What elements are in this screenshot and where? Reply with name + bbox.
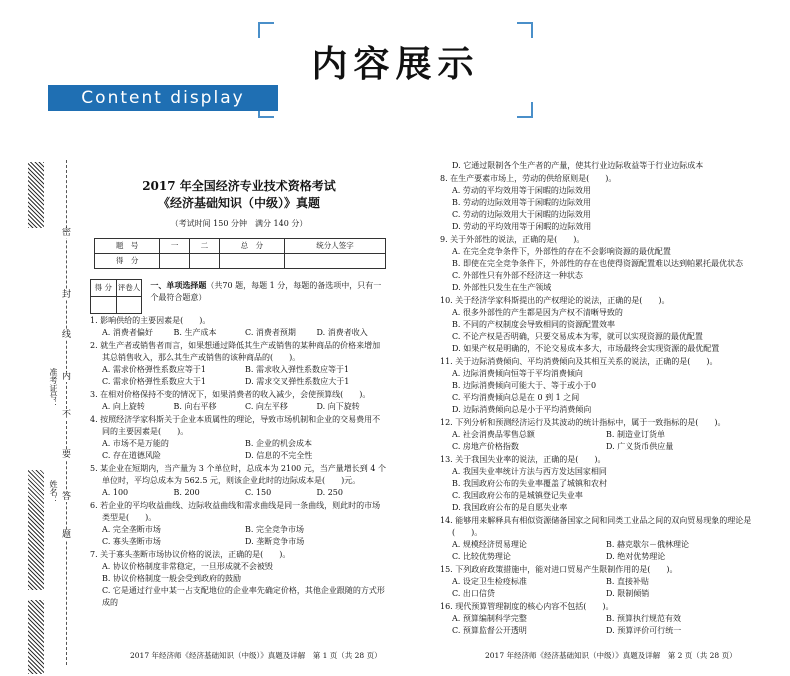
answer-option: C. 消费者预期 — [245, 328, 296, 337]
answer-option: C. 比较优势理论 — [452, 552, 511, 561]
option-list — [90, 364, 388, 388]
score-header-cell: 一 — [160, 239, 190, 254]
answer-option: D. 预算评价可行统一 — [606, 626, 682, 635]
score-header-cell: 二 — [190, 239, 220, 254]
answer-option: C. 平均消费倾向总是在 0 到 1 之间 — [452, 393, 580, 402]
question-stem: 9. 关于外部性的说法，正确的是( )。 — [440, 235, 585, 244]
answer-option: A. 规模经济贸易理论 — [452, 540, 527, 549]
answer-option: C. 出口信贷 — [452, 589, 495, 598]
answer-option: C. 外部性只有外部不经济这一种状态 — [452, 271, 583, 280]
option-list — [440, 539, 760, 563]
answer-option: B. 制造业订货单 — [606, 430, 665, 439]
question-stem: 11. 关于边际消费倾向、平均消费倾向及其相互关系的说法，正确的是( )。 — [440, 357, 718, 366]
answer-option: A. 边际消费倾向恒等于平均消费倾向 — [452, 369, 583, 378]
question — [90, 315, 388, 339]
continued-option: D. 它通过限制各个生产者的产量，使其行业边际收益等于行业边际成本 — [452, 161, 704, 170]
answer-option: C. 劳动的边际效用大于闲暇的边际效用 — [452, 210, 591, 219]
option-list — [440, 429, 760, 453]
score-header-cell: 总 分 — [219, 239, 284, 254]
answer-option: C. 我国政府公布的是城镇登记失业率 — [452, 491, 583, 500]
option-list — [440, 307, 760, 355]
exam-subtitle: 《经济基础知识（中级）》真题 — [157, 196, 320, 210]
answer-option: D. 广义货币供应量 — [606, 442, 674, 451]
binding-stripe-top — [28, 162, 44, 228]
grader-score-label: 得 分 — [91, 280, 117, 297]
answer-option: D. 信息的不完全性 — [245, 451, 313, 460]
question-stem: 2. 就生产者或销售者而言，如果想通过降低其生产或销售的某种商品的价格来增加其总销售收入，那么其生产或销售的该种商品的( )。 — [90, 341, 381, 362]
answer-option: C. 150 — [245, 488, 272, 497]
answer-option: B. 边际消费倾向可能大于、等于或小于0 — [452, 381, 597, 390]
seal-char: 线 — [62, 330, 72, 340]
answer-option: A. 市场不是万能的 — [102, 439, 169, 448]
question-stem: 8. 在生产要素市场上，劳动的供给原则是( )。 — [440, 174, 617, 183]
answer-option: B. 企业的机会成本 — [245, 439, 312, 448]
question — [440, 295, 760, 355]
question — [90, 340, 388, 388]
option-list — [440, 466, 760, 514]
score-row-label: 得 分 — [95, 254, 160, 269]
answer-option: A. 设定卫生检疫标准 — [452, 577, 527, 586]
exam-page-2 — [440, 160, 760, 637]
answer-option: B. 劳动的边际效用等于闲暇的边际效用 — [452, 198, 591, 207]
content-display-header — [258, 22, 533, 118]
section-header — [90, 279, 388, 314]
answer-option: B. 预算执行规范有效 — [606, 614, 681, 623]
answer-option: D. 外部性只发生在生产领域 — [452, 283, 552, 292]
question-stem: 6. 若企业的平均收益曲线、边际收益曲线和需求曲线是同一条曲线，则此时的市场类型是( )。 — [90, 501, 381, 522]
question — [90, 389, 388, 413]
answer-option: A. 100 — [102, 488, 129, 497]
score-cell — [190, 254, 220, 269]
answer-option: D. 劳动的平均效用等于闲暇的边际效用 — [452, 222, 592, 231]
answer-option: D. 边际消费倾向总是小于平均消费倾向 — [452, 405, 592, 414]
grader-box — [90, 279, 142, 314]
question-stem: 15. 下列政府政策措施中，能对进口贸易产生限制作用的是( )。 — [440, 565, 678, 574]
answer-option: B. 直接补贴 — [606, 577, 649, 586]
answer-option: D. 垄断竞争市场 — [245, 537, 305, 546]
answer-option: A. 完全垄断市场 — [102, 525, 161, 534]
answer-option: B. 需求收入弹性系数应等于1 — [245, 365, 350, 374]
seal-char: 题 — [62, 530, 72, 540]
answer-option: A. 消费者偏好 — [102, 328, 153, 337]
answer-option: B. 200 — [173, 488, 200, 497]
answer-option: D. 如果产权是明确的，不论交易成本多大，市场最终会实现资源的最优配置 — [452, 344, 720, 353]
question-stem: 10. 关于经济学家科斯提出的产权理论的说法，正确的是( )。 — [440, 296, 670, 305]
answer-option: D. 需求交叉弹性系数应大于1 — [245, 377, 350, 386]
question — [440, 356, 760, 416]
answer-option: C. 存在道德风险 — [102, 451, 161, 460]
seal-char: 内 — [62, 372, 72, 382]
question-stem: 7. 关于寡头垄断市场协议价格的说法，正确的是( )。 — [90, 550, 291, 559]
candidate-number-label: 准考证号： — [49, 368, 58, 408]
answer-option: A. 在完全竞争条件下，外部性的存在不会影响资源的最优配置 — [452, 247, 671, 256]
score-cell — [219, 254, 284, 269]
answer-option: C. 不论产权是否明确，只要交易成本为零，就可以实现资源的最优配置 — [452, 332, 703, 341]
answer-option: D. 我国政府公布的是自愿失业率 — [452, 503, 568, 512]
exam-info: （考试时间 150 分钟 满分 140 分） — [170, 219, 308, 228]
option-list — [440, 613, 760, 637]
question — [440, 515, 760, 563]
answer-option: C. 它是通过行业中某一占支配地位的企业率先确定价格，其他企业跟随的方式形成的 — [102, 586, 385, 607]
option-list — [440, 576, 760, 600]
question — [440, 173, 760, 233]
answer-option: B. 向右平移 — [173, 402, 217, 411]
question — [440, 454, 760, 514]
exam-page-1 — [90, 160, 388, 609]
question — [440, 564, 760, 600]
answer-option: D. 消费者收入 — [316, 328, 368, 337]
header-subtitle-banner: Content display — [48, 85, 278, 111]
answer-option: A. 向上旋转 — [102, 402, 145, 411]
question-stem: 4. 按照经济学家科斯关于企业本质属性的理论，导致市场机制和企业的交易费用不同的主要因素是( )。 — [90, 415, 381, 436]
seal-char: 要 — [62, 450, 72, 460]
header-title: 内容展示 — [311, 44, 480, 85]
answer-option: B. 不同的产权制度会导致相同的资源配置效率 — [452, 320, 615, 329]
question — [90, 463, 388, 499]
answer-option: C. 需求价格弹性系数应大于1 — [102, 377, 207, 386]
score-header-cell: 统分人签字 — [285, 239, 386, 254]
option-list — [90, 561, 388, 609]
question-stem: 13. 关于我国失业率的说法，正确的是( )。 — [440, 455, 606, 464]
question-stem: 1. 影响供给的主要因素是( )。 — [90, 316, 211, 325]
seal-char: 不 — [62, 410, 72, 420]
option-list — [90, 487, 388, 499]
page-2-footer: 2017 年经济师《经济基础知识（中级）》真题及详解 第 2 页（共 28 页） — [485, 651, 737, 660]
answer-option: B. 生产成本 — [173, 328, 217, 337]
question-stem: 16. 现代预算管理制度的核心内容不包括( )。 — [440, 602, 614, 611]
option-list — [90, 401, 388, 413]
question-list-page-2 — [440, 173, 760, 637]
answer-option: B. 完全竞争市场 — [245, 525, 304, 534]
binding-stripe-middle — [28, 470, 44, 590]
answer-option: A. 很多外部性的产生都是因为产权不清晰导致的 — [452, 308, 623, 317]
seal-char: 封 — [62, 290, 72, 300]
answer-option: B. 我国政府公布的失业率覆盖了城镇和农村 — [452, 479, 607, 488]
answer-option: C. 预算监督公开透明 — [452, 626, 527, 635]
answer-option: B. 赫克歇尔－俄林理论 — [606, 540, 689, 549]
answer-option: D. 向下旋转 — [316, 402, 360, 411]
score-cell — [285, 254, 386, 269]
section-text — [150, 279, 388, 314]
answer-option: A. 协议价格制度非常稳定，一旦形成就不会被毁 — [102, 562, 273, 571]
option-list — [440, 246, 760, 294]
grader-cell — [91, 297, 117, 314]
score-cell — [160, 254, 190, 269]
answer-option: C. 寡头垄断市场 — [102, 537, 161, 546]
question-list-page-1 — [90, 315, 388, 609]
answer-option: A. 预算编制科学完整 — [452, 614, 527, 623]
question-stem: 3. 在相对价格保持不变的情况下，如果消费者的收入减少，会使预算线( )。 — [90, 390, 371, 399]
binding-stripe-bottom — [28, 600, 44, 674]
score-table — [94, 238, 386, 269]
option-list — [440, 368, 760, 416]
frame-corner-bottom-right — [517, 102, 533, 118]
answer-option: B. 即使在完全竞争条件下，外部性的存在也使得资源配置难以达到帕累托最优状态 — [452, 259, 743, 268]
answer-option: D. 250 — [316, 488, 343, 497]
seal-char: 答 — [62, 492, 72, 502]
answer-option: D. 限制倾销 — [606, 589, 650, 598]
exam-title: 2017 年全国经济专业技术资格考试 — [142, 179, 336, 193]
question — [90, 414, 388, 462]
question — [440, 601, 760, 637]
option-list — [90, 438, 388, 462]
question-stem: 5. 某企业在短期内，当产量为 3 个单位时，总成本为 2100 元，当产量增长到 4 个单位时，平均总成本为 562.5 元，则该企业此时的边际成本是( )元。 — [90, 464, 386, 485]
candidate-name-label: 姓名： — [49, 480, 58, 504]
grader-label: 评卷人 — [116, 280, 142, 297]
section-title: 一、单项选择题 — [150, 280, 207, 290]
score-header-cell: 题 号 — [95, 239, 160, 254]
answer-option: B. 协议价格制度一般会受到政府的鼓励 — [102, 574, 241, 583]
answer-option: C. 向左平移 — [245, 402, 288, 411]
question — [90, 500, 388, 548]
question — [90, 549, 388, 609]
question — [440, 234, 760, 294]
seal-char: 密 — [62, 228, 72, 238]
answer-option: C. 房地产价格指数 — [452, 442, 519, 451]
option-list — [90, 327, 388, 339]
page-1-footer: 2017 年经济师《经济基础知识（中级）》真题及详解 第 1 页（共 28 页） — [130, 651, 382, 660]
answer-option: D. 绝对优势理论 — [606, 552, 666, 561]
answer-option: A. 社会消费品零售总额 — [452, 430, 535, 439]
question-stem: 12. 下列分析和预测经济运行及其波动的统计指标中，属于一致指标的是( )。 — [440, 418, 726, 427]
question-stem: 14. 能够用来解释具有相似资源储备国家之间和同类工业品之间的双向贸易现象的理论是( )。 — [440, 516, 752, 537]
question — [440, 417, 760, 453]
option-list — [90, 524, 388, 548]
answer-option: A. 我国失业率统计方法与西方发达国家相同 — [452, 467, 607, 476]
section-desc: （共70 题，每题 1 分，每题的备选项中，只有一个最符合题意） — [150, 281, 382, 302]
option-list — [440, 185, 760, 233]
answer-option: A. 需求价格弹性系数应等于1 — [102, 365, 206, 374]
grader-cell — [116, 297, 142, 314]
answer-option: A. 劳动的平均效用等于闲暇的边际效用 — [452, 186, 591, 195]
